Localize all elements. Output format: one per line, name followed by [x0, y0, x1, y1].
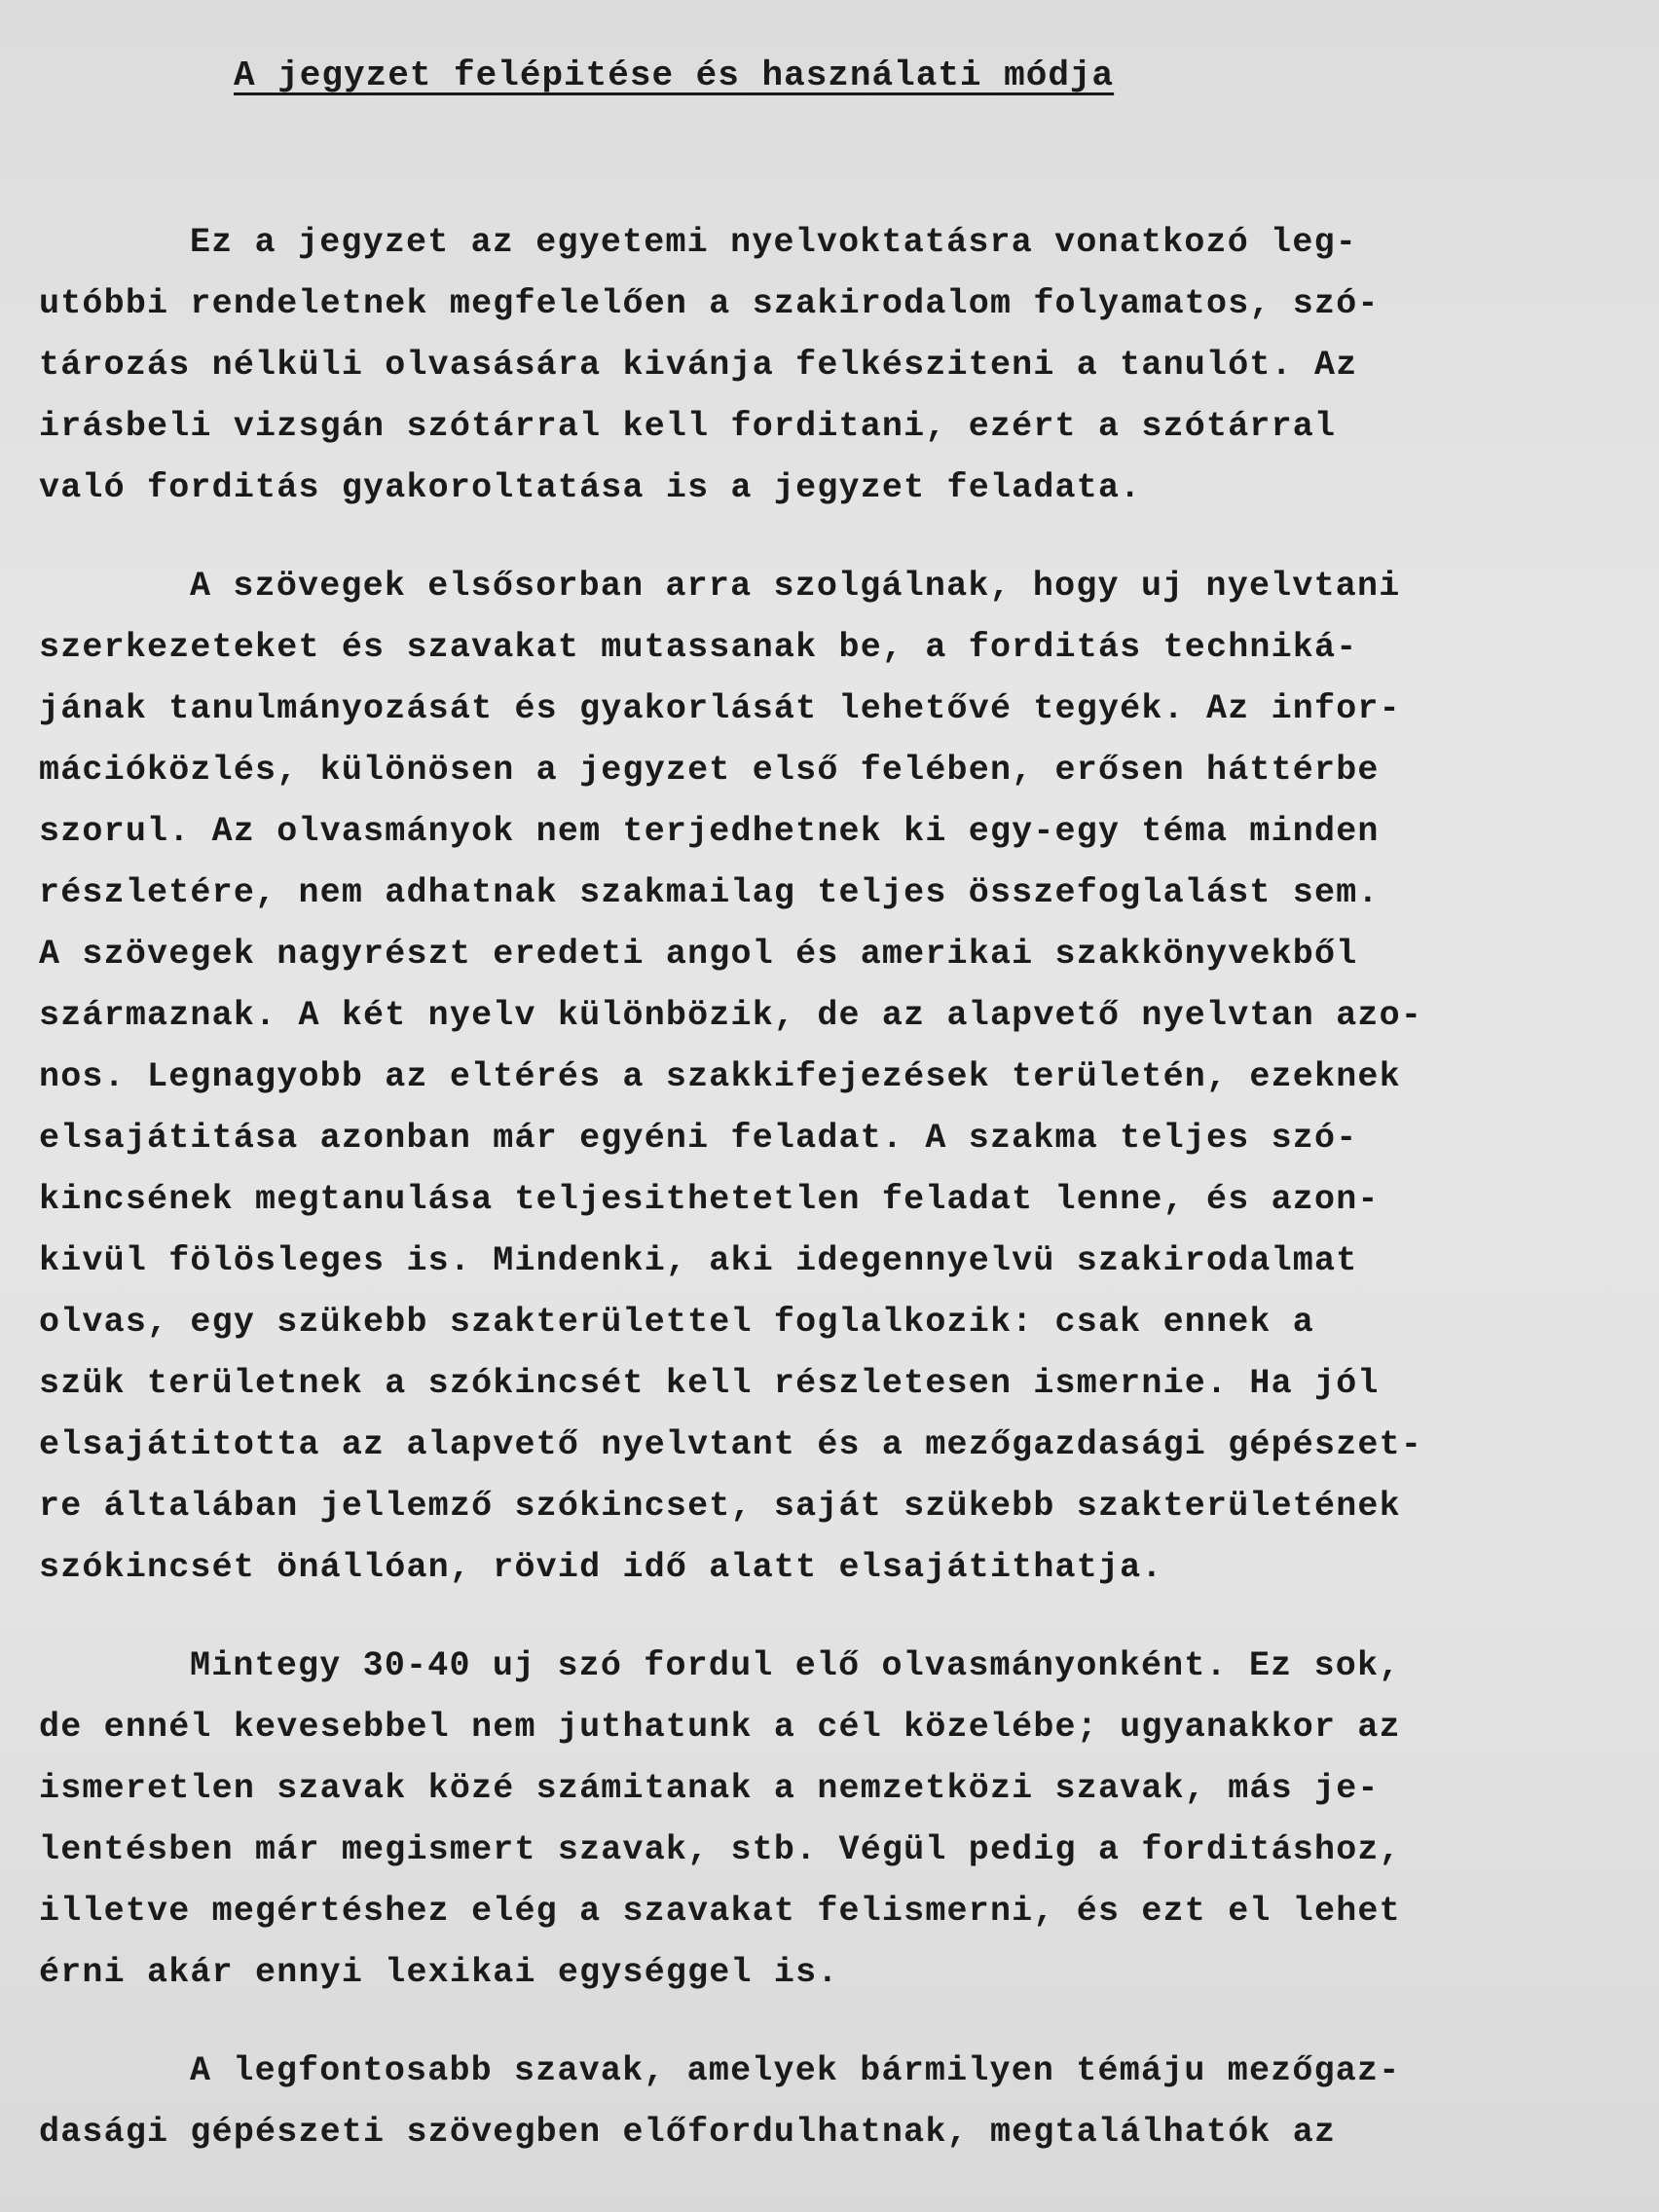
text-line: jának tanulmányozását és gyakorlását lehetővé tegyék. Az infor-: [39, 689, 1401, 728]
text-line: nos. Legnagyobb az eltérés a szakkifejezések területén, ezeknek: [39, 1057, 1401, 1096]
paragraph: [39, 1636, 1620, 2004]
text-line: illetve megértéshez elég a szavakat felismerni, és ezt el lehet: [39, 1892, 1401, 1931]
paragraph: [39, 2041, 1620, 2163]
text-line: kivül fölösleges is. Mindenki, aki idegennyelvü szakirodalmat: [39, 1241, 1358, 1280]
paragraph: [39, 556, 1620, 1599]
text-line: mációközlés, különösen a jegyzet első felében, erősen háttérbe: [39, 751, 1380, 790]
text-line: tározás nélküli olvasására kivánja felkésziteni a tanulót. Az: [39, 346, 1358, 385]
text-line: szük területnek a szókincsét kell részletesen ismernie. Ha jól: [39, 1364, 1380, 1403]
text-line: ismeretlen szavak közé számitanak a nemzetközi szavak, más je-: [39, 1769, 1380, 1808]
paragraph-gap: [39, 2004, 1620, 2041]
text-line: Mintegy 30-40 uj szó fordul elő olvasmányonként. Ez sok,: [190, 1646, 1401, 1685]
text-line: re általában jellemző szókincset, saját szükebb szakterületének: [39, 1487, 1401, 1526]
text-line: Ez a jegyzet az egyetemi nyelvoktatásra vonatkozó leg-: [190, 223, 1357, 262]
text-line: szerkezeteket és szavakat mutassanak be, a forditás techniká-: [39, 628, 1358, 667]
paragraph-gap: [39, 519, 1620, 556]
text-line: kincsének megtanulása teljesithetetlen feladat lenne, és azon-: [39, 1180, 1380, 1219]
text-line: utóbbi rendeletnek megfelelően a szakirodalom folyamatos, szó-: [39, 284, 1380, 323]
page-title: A jegyzet felépitése és használati módja: [234, 55, 1115, 95]
text-line: lentésben már megismert szavak, stb. Végül pedig a forditáshoz,: [39, 1830, 1401, 1869]
text-line: olvas, egy szükebb szakterülettel foglalkozik: csak ennek a: [39, 1303, 1315, 1342]
text-line: érni akár ennyi lexikai egységgel is.: [39, 1953, 839, 1992]
text-line: való forditás gyakoroltatása is a jegyzet feladata.: [39, 468, 1142, 507]
body-text: [39, 212, 1620, 2163]
text-line: elsajátitotta az alapvető nyelvtant és a mezőgazdasági gépészet-: [39, 1425, 1423, 1464]
paragraph-gap: [39, 1599, 1620, 1636]
text-line: A szövegek elsősorban arra szolgálnak, hogy uj nyelvtani: [190, 567, 1401, 606]
text-line: A legfontosabb szavak, amelyek bármilyen témáju mezőgaz-: [190, 2051, 1401, 2090]
text-line: de ennél kevesebbel nem juthatunk a cél közelébe; ugyanakkor az: [39, 1708, 1401, 1747]
text-line: szorul. Az olvasmányok nem terjedhetnek ki egy-egy téma minden: [39, 812, 1380, 851]
paragraph: [39, 212, 1620, 519]
text-line: szókincsét önállóan, rövid idő alatt elsajátithatja.: [39, 1548, 1163, 1587]
text-line: elsajátitása azonban már egyéni feladat. A szakma teljes szó-: [39, 1119, 1358, 1158]
text-line: dasági gépészeti szövegben előfordulhatnak, megtalálhatók az: [39, 2113, 1337, 2152]
text-line: származnak. A két nyelv különbözik, de az alapvető nyelvtan azo-: [39, 996, 1423, 1035]
text-line: A szövegek nagyrészt eredeti angol és amerikai szakkönyvekből: [39, 935, 1358, 974]
text-line: részletére, nem adhatnak szakmailag teljes összefoglalást sem.: [39, 873, 1380, 912]
text-line: irásbeli vizsgán szótárral kell forditani, ezért a szótárral: [39, 407, 1337, 446]
